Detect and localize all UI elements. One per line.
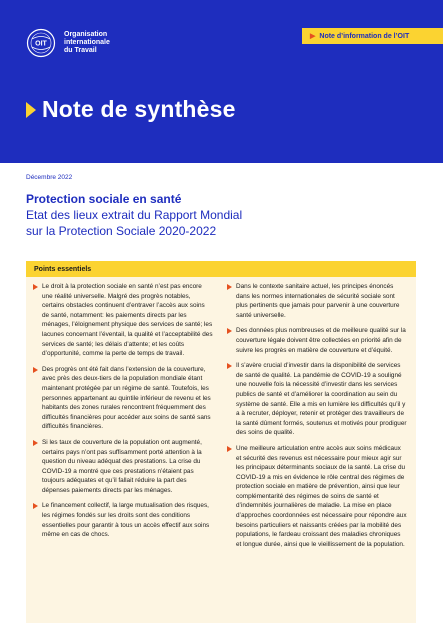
- key-points-right-column: [227, 282, 407, 555]
- key-point-item: [227, 444, 407, 550]
- org-name-line: internationale: [64, 39, 110, 46]
- briefing-badge: [302, 28, 443, 44]
- key-point-item: [227, 361, 407, 438]
- key-point-item: [33, 282, 213, 359]
- org-name-line: Organisation: [64, 31, 108, 38]
- bullet-arrow-icon: [227, 284, 232, 290]
- ilo-logo: [26, 28, 110, 58]
- org-name-line: du Travail: [64, 47, 97, 54]
- header-band: [0, 0, 443, 163]
- badge-label: Note d’information de l’OIT: [319, 32, 410, 40]
- bullet-arrow-icon: [227, 363, 232, 369]
- subtitle: [26, 207, 406, 239]
- org-name: [64, 31, 110, 55]
- key-point-item: [33, 365, 213, 432]
- bullet-arrow-icon: [33, 503, 38, 509]
- bullet-arrow-icon: [33, 367, 38, 373]
- key-point-item: [227, 282, 407, 320]
- key-points-heading: Points essentiels: [26, 261, 416, 277]
- bullet-arrow-icon: [227, 446, 232, 452]
- key-point-text: Le droit à la protection sociale en santé n’est pas encore une réalité universelle. Malgré des progrès notables, certains obstacles continuent d’entraver l’accès aux soins de santé, notamment: les paiements directs par les ménages, l’éloignement physique des services de santé; les lacunes concernant l’éventail, la qualité et l’acceptabilité des services de santé; les délais d’attente; et les coûts d’opportunité, comme la perte de temps de travail.: [42, 283, 213, 358]
- subtitle-line: sur la Protection Sociale 2020-2022: [26, 224, 217, 238]
- publication-date: Décembre 2022: [26, 174, 73, 181]
- key-points-left-column: [33, 282, 213, 546]
- bullet-arrow-icon: [33, 284, 38, 290]
- key-point-text: Dans le contexte sanitaire actuel, les principes énoncés dans les normes internationales de sécurité sociale sont plus pertinents que jamais pour parvenir à une couverture santé universelle.: [236, 283, 400, 319]
- ilo-emblem-icon: [26, 28, 56, 58]
- page-title: Note de synthèse: [42, 96, 236, 122]
- triangle-right-icon: ▶: [310, 33, 316, 40]
- subtitle-line: Etat des lieux extrait du Rapport Mondial: [26, 208, 243, 222]
- bullet-arrow-icon: [33, 440, 38, 446]
- key-point-text: Une meilleure articulation entre accès aux soins médicaux et sécurité des revenus est nécessaire pour mieux agir sur les principaux déterminants sociaux de la santé. La crise du COVID-19 a mis en évidence le rôle central des régimes de protection sociale en matière de prévention, ainsi que leur complémentarité des régimes de soins de santé et d’indemnités journalières de maladie. La mise en place d’approches coordonnées est nécessaire pour répondre aux besoins particuliers et naissants créées par la mobilité des populations, le fardeau croissant des maladies chroniques et longue durée, ainsi que le vieillissement de la population.: [236, 444, 407, 548]
- key-point-text: Des progrès ont été fait dans l’extension de la couverture, avec près des deux-tiers de la population mondiale étant maintenant protégée par un régime de santé. Toutefois, les personnes appartenant au quintile inférieur de revenu et les habitants des zones rurales rencontrent fréquemment des difficultés financières pour accéder aux soins de santé sans difficultés financières.: [42, 365, 211, 431]
- subject-heading: Protection sociale en santé: [26, 192, 182, 206]
- title-row: [26, 96, 236, 123]
- key-point-item: [33, 438, 213, 496]
- emblem-text: OIT: [35, 40, 47, 48]
- bullet-arrow-icon: [227, 328, 232, 334]
- key-point-text: Des données plus nombreuses et de meilleure qualité sur la couverture légale doivent être collectées en priorité afin de suivre les progrès en matière de couverture et d’équité.: [236, 327, 406, 354]
- key-points-box: [26, 261, 416, 623]
- key-point-item: [227, 326, 407, 355]
- key-point-text: Le financement collectif, la large mutualisation des risques, les régimes fondés sur les droits sont des conditions essentielles pour garantir à tous un accès effectif aux soins même en cas de chocs.: [42, 502, 210, 539]
- chevron-right-icon: [26, 102, 36, 118]
- key-point-item: [33, 501, 213, 539]
- key-point-text: Il s’avère crucial d’investir dans la disponibilité de services de santé de qualité. La pandémie de COVID-19 a souligné une nouvelle fois la nécessité d’investir dans les services publics de santé et d’améliorer la coordination au sein du système de santé. Elle a mis en lumière les difficultés qu’il y a à recruter, déployer, retenir et protéger des travailleurs de la santé dûment formés, soutenus et motivés pour prodiguer des soins de qualité.: [236, 362, 407, 437]
- key-point-text: Si les taux de couverture de la population ont augmenté, certains pays n’ont pas suffisamment porté attention à la question du niveau adéquat des prestations. La crise du COVID-19 a montré que ces prestations n’étaient pas toujours adéquates et qu’il fallait réduire la part des dépenses paiements directs par les ménages.: [42, 438, 202, 494]
